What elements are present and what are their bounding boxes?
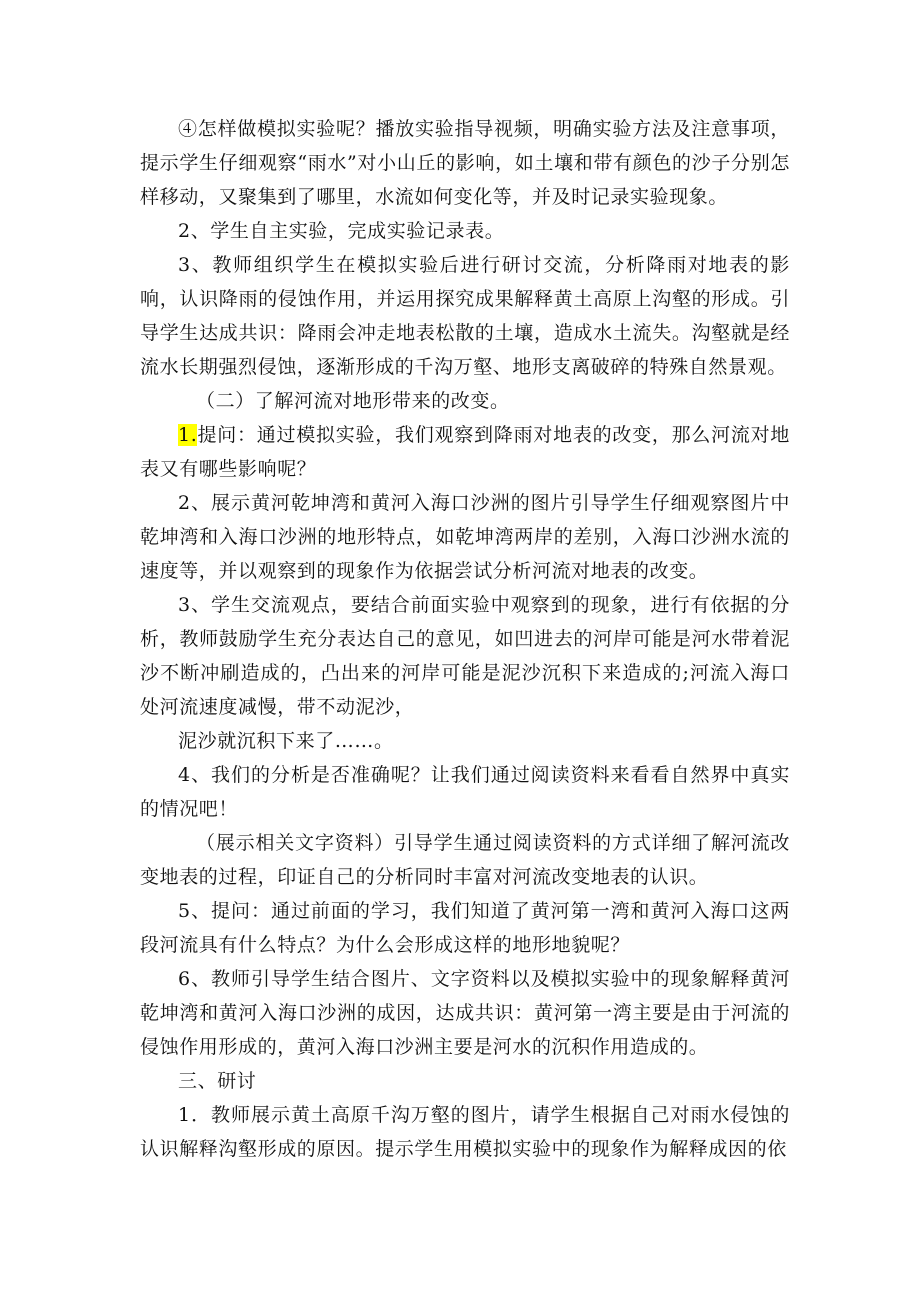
paragraph-question-text: 提问：通过模拟实验，我们观察到降雨对地表的改变，那么河流对地表又有哪些影响呢？ — [140, 424, 790, 480]
paragraph-loess-plateau: 1．教师展示黄土高原千沟万壑的图片，请学生根据自己对雨水侵蚀的认识解释沟壑形成的原因。提示学生用模拟实验中的现象作为解释成因的依 — [140, 1104, 790, 1160]
paragraph-student-experiment: 2、学生自主实验，完成实验记录表。 — [178, 220, 505, 242]
paragraph-features-question: 5、提问：通过前面的学习，我们知道了黄河第一湾和黄河入海口这两段河流具有什么特点？为什么会形成这样的地形地貌呢？ — [140, 900, 790, 956]
paragraph-simulation-method: ④怎样做模拟实验呢？播放实验指导视频，明确实验方法及注意事项，提示学生仔细观察“雨水”对小山丘的影响，如土壤和带有颜色的沙子分别怎样移动，又聚集到了哪里，水流如何变化等，并及时记录实验现象。 — [140, 118, 790, 208]
section-heading-rivers: （二）了解河流对地形带来的改变。 — [196, 390, 510, 412]
paragraph-sediment: 泥沙就沉积下来了……。 — [178, 730, 394, 752]
paragraph-discussion: 3、教师组织学生在模拟实验后进行研讨交流，分析降雨对地表的影响，认识降雨的侵蚀作用，并运用探究成果解释黄土高原上沟壑的形成。引导学生达成共识：降雨会冲走地表松散的土壤，造成水土流失。沟壑就是经流水长期强烈侵蚀，逐渐形成的千沟万壑、地形支离破碎的特殊自然景观。 — [140, 254, 790, 378]
paragraph-consensus: 6、教师引导学生结合图片、文字资料以及模拟实验中的现象解释黄河乾坤湾和黄河入海口沙洲的成因，达成共识：黄河第一湾主要是由于河流的侵蚀作用形成的，黄河入海口沙洲主要是河水的沉积作用造成的。 — [140, 968, 790, 1058]
paragraph-exchange-views: 3、学生交流观点，要结合前面实验中观察到的现象，进行有依据的分析，教师鼓励学生充分表达自己的意见，如凹进去的河岸可能是河水带着泥沙不断冲刷造成的，凸出来的河岸可能是泥沙沉积下来造成的;河流入海口处河流速度减慢，带不动泥沙， — [140, 594, 790, 718]
paragraph-question — [140, 418, 790, 486]
body-text — [140, 112, 790, 1166]
paragraph-show-images: 2、展示黄河乾坤湾和黄河入海口沙洲的图片引导学生仔细观察图片中乾坤湾和入海口沙洲的地形特点，如乾坤湾两岸的差别，入海口沙洲水流的速度等，并以观察到的现象作为依据尝试分析河流对地表的改变。 — [140, 492, 790, 582]
highlighted-number: 1. — [178, 424, 198, 446]
section-heading-discussion: 三、研讨 — [178, 1070, 257, 1092]
paragraph-reading-materials: （展示相关文字资料）引导学生通过阅读资料的方式详细了解河流改变地表的过程，印证自己的分析同时丰富对河流改变地表的认识。 — [140, 832, 790, 888]
paragraph-check-analysis: 4、我们的分析是否准确呢？让我们通过阅读资料来看看自然界中真实的情况吧！ — [140, 764, 790, 820]
